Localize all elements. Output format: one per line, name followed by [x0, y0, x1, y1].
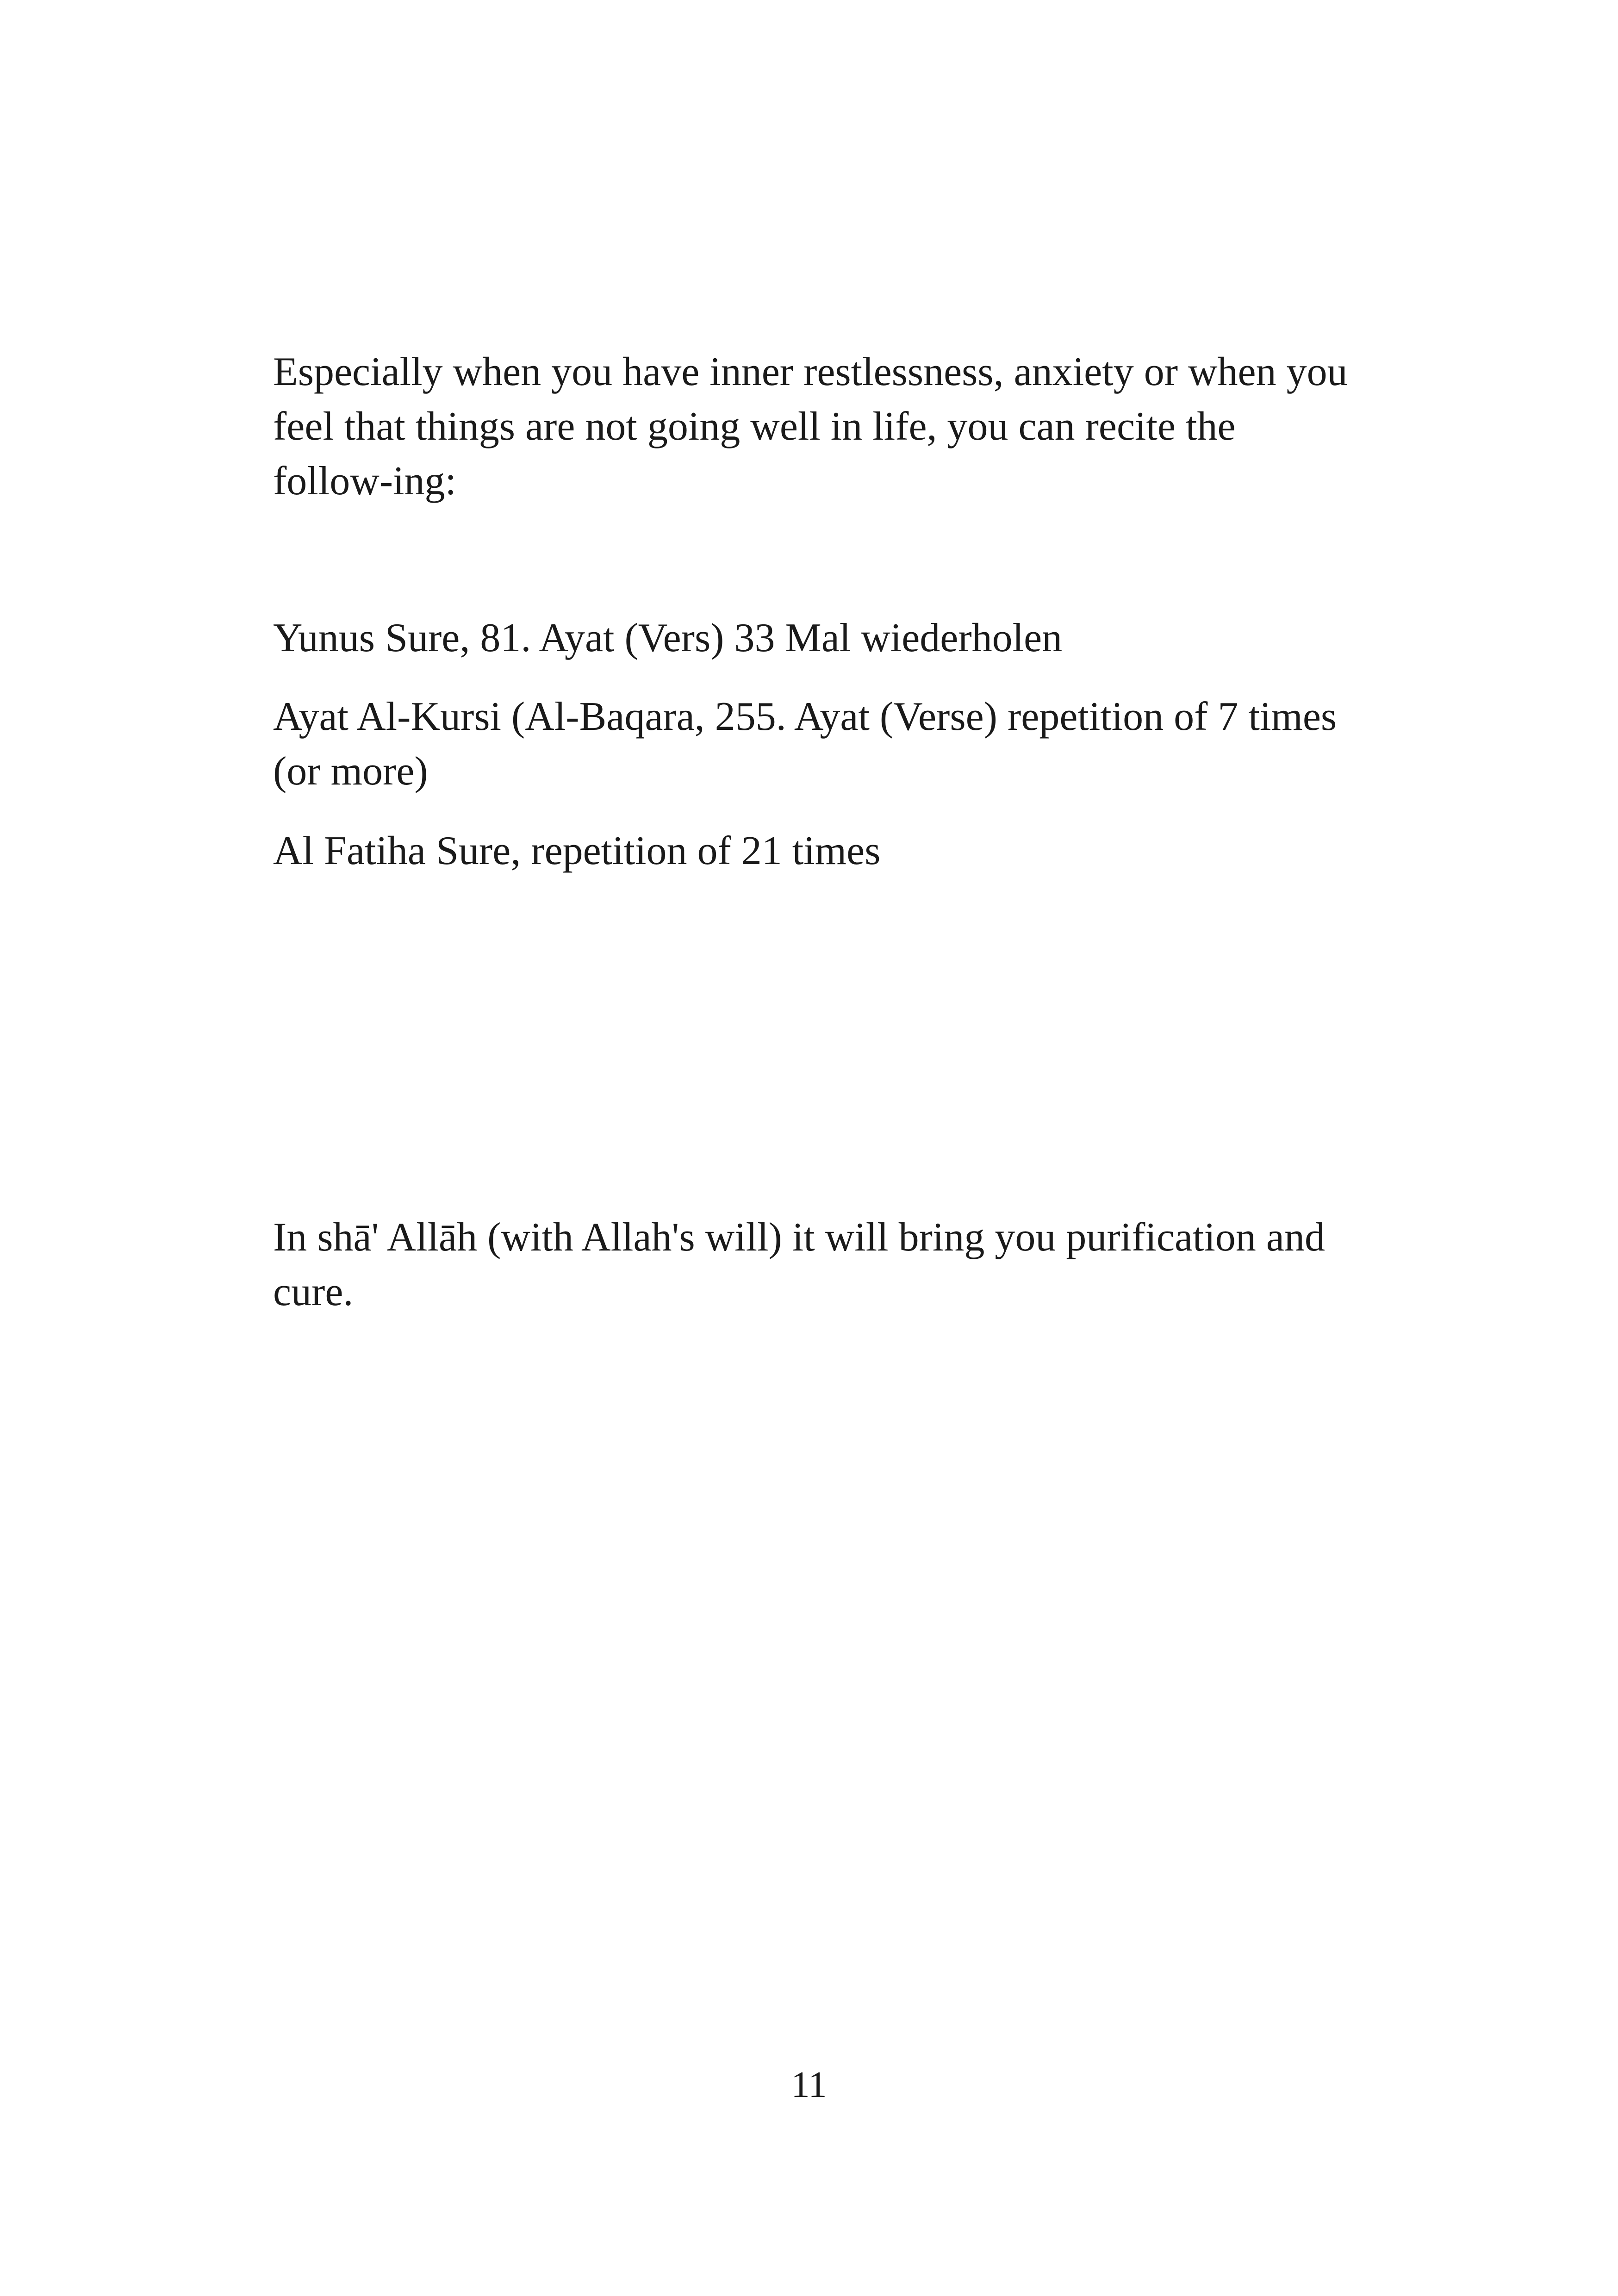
recitation-item-yunus: Yunus Sure, 81. Ayat (Vers) 33 Mal wiederholen — [273, 616, 1063, 660]
intro-paragraph: Especially when you have inner restlessness, anxiety or when you feel that things are not going well in life, you can recite the follow-ing: — [273, 349, 1348, 504]
page-number: 11 — [791, 2065, 827, 2105]
recitation-item-al-fatiha: Al Fatiha Sure, repetition of 21 times — [273, 828, 881, 873]
closing-paragraph: In shā' Allāh (with Allah's will) it will bring you purification and cure. — [273, 1215, 1325, 1314]
recitation-item-ayat-al-kursi: Ayat Al-Kursi (Al-Baqara, 255. Ayat (Verse) repetition of 7 times (or more) — [273, 694, 1337, 794]
